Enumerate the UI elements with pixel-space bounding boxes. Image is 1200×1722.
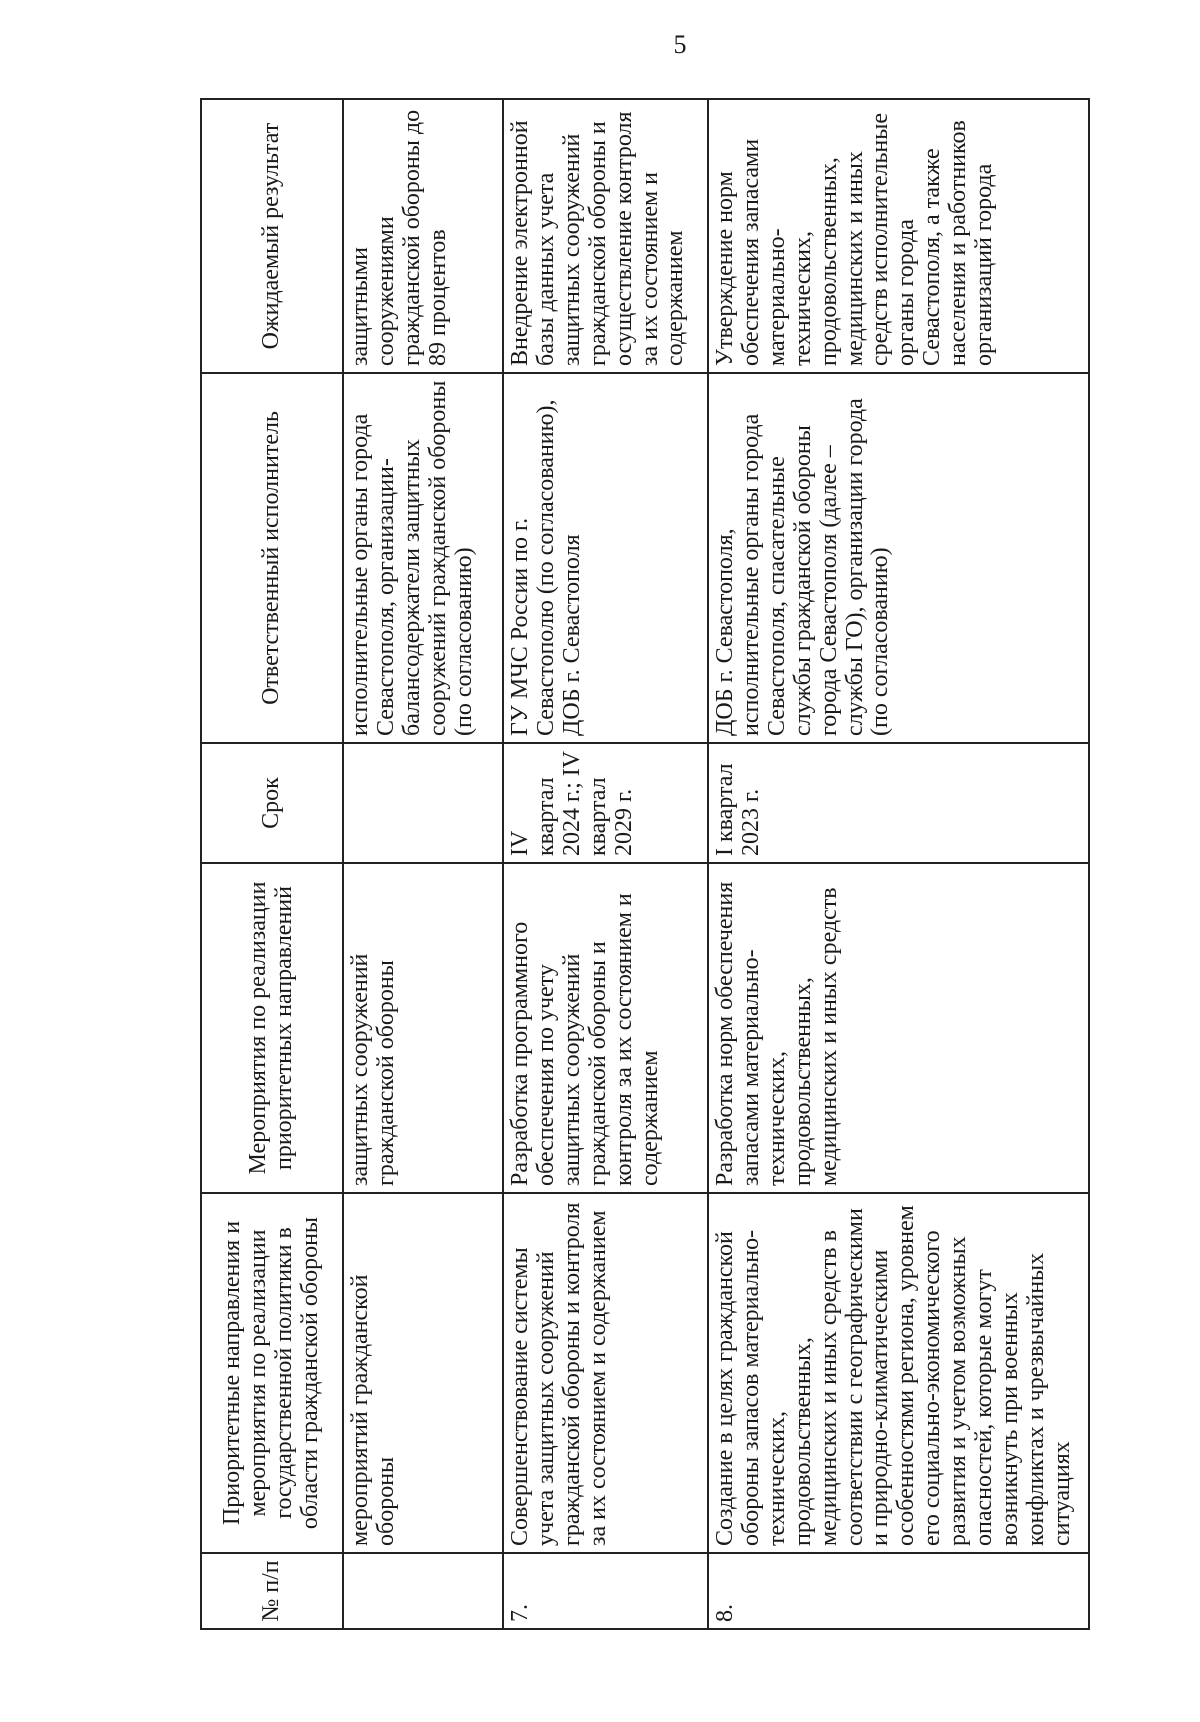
cell-responsible: исполнительные органы города Севастополя, организации-балансодержатели защитных сооружений гражданской обороны (по согласованию) [343, 373, 503, 743]
cell-term: I квартал 2023 г. [708, 743, 1089, 863]
header-responsible: Ответственный исполнитель [201, 373, 343, 743]
cell-responsible: ДОБ г. Севастополя, исполнительные органы города Севастополя, спасательные службы гражданской обороны города Севастополя (далее – службы ГО), организации города (по согласованию) [708, 373, 1089, 743]
cell-num [343, 1553, 503, 1629]
cell-direction: Создание в целях гражданской обороны запасов материально-технических, продовольственных, медицинских и иных средств в соответствии с географическими и природно-климатическими особенностями региона, уровнем его социально-экономического развития и учетом возможных опасностей, которые могут возникнуть при военных конфликтах и чрезвычайных ситуациях [708, 1193, 1089, 1553]
cell-result: Внедрение электронной базы данных учета защитных сооружений гражданской обороны и осуществление контроля за их состоянием и содержанием [503, 99, 708, 373]
table-row [708, 99, 1089, 1629]
rotated-table-wrapper [200, 100, 1075, 1630]
header-num: № п/п [201, 1553, 343, 1629]
cell-num: 7. [503, 1553, 708, 1629]
table-header-row [201, 99, 343, 1629]
cell-activities: Разработка норм обеспечения запасами материально-технических, продовольственных, медицинских и иных средств [708, 863, 1089, 1193]
header-term: Срок [201, 743, 343, 863]
header-activities: Мероприятия по реализации приоритетных направлений [201, 863, 343, 1193]
cell-result: защитными сооружениями гражданской обороны до 89 процентов [343, 99, 503, 373]
table-row [503, 99, 708, 1629]
cell-activities: защитных сооружений гражданской обороны [343, 863, 503, 1193]
cell-activities: Разработка программного обеспечения по учету защитных сооружений гражданской обороны и контроля за их состоянием и содержанием [503, 863, 708, 1193]
cell-result: Утверждение норм обеспечения запасами материально-технических, продовольственных, медицинских и иных средств исполнительные органы города Севастополя, а также населения и работников организаций города [708, 99, 1089, 373]
header-result: Ожидаемый результат [201, 99, 343, 373]
measures-table [200, 98, 1090, 1630]
cell-term: IV квартал 2024 г.; IV квартал 2029 г. [503, 743, 708, 863]
cell-num: 8. [708, 1553, 1089, 1629]
cell-direction: мероприятий гражданской обороны [343, 1193, 503, 1553]
cell-term [343, 743, 503, 863]
table-row [343, 99, 503, 1629]
header-direction: Приоритетные направления и мероприятия по реализации государственной политики в области гражданской обороны [201, 1193, 343, 1553]
page-number: 5 [673, 30, 687, 59]
cell-responsible: ГУ МЧС России по г. Севастополю (по согласованию), ДОБ г. Севастополя [503, 373, 708, 743]
cell-direction: Совершенствование системы учета защитных сооружений гражданской обороны и контроля за их состоянием и содержанием [503, 1193, 708, 1553]
